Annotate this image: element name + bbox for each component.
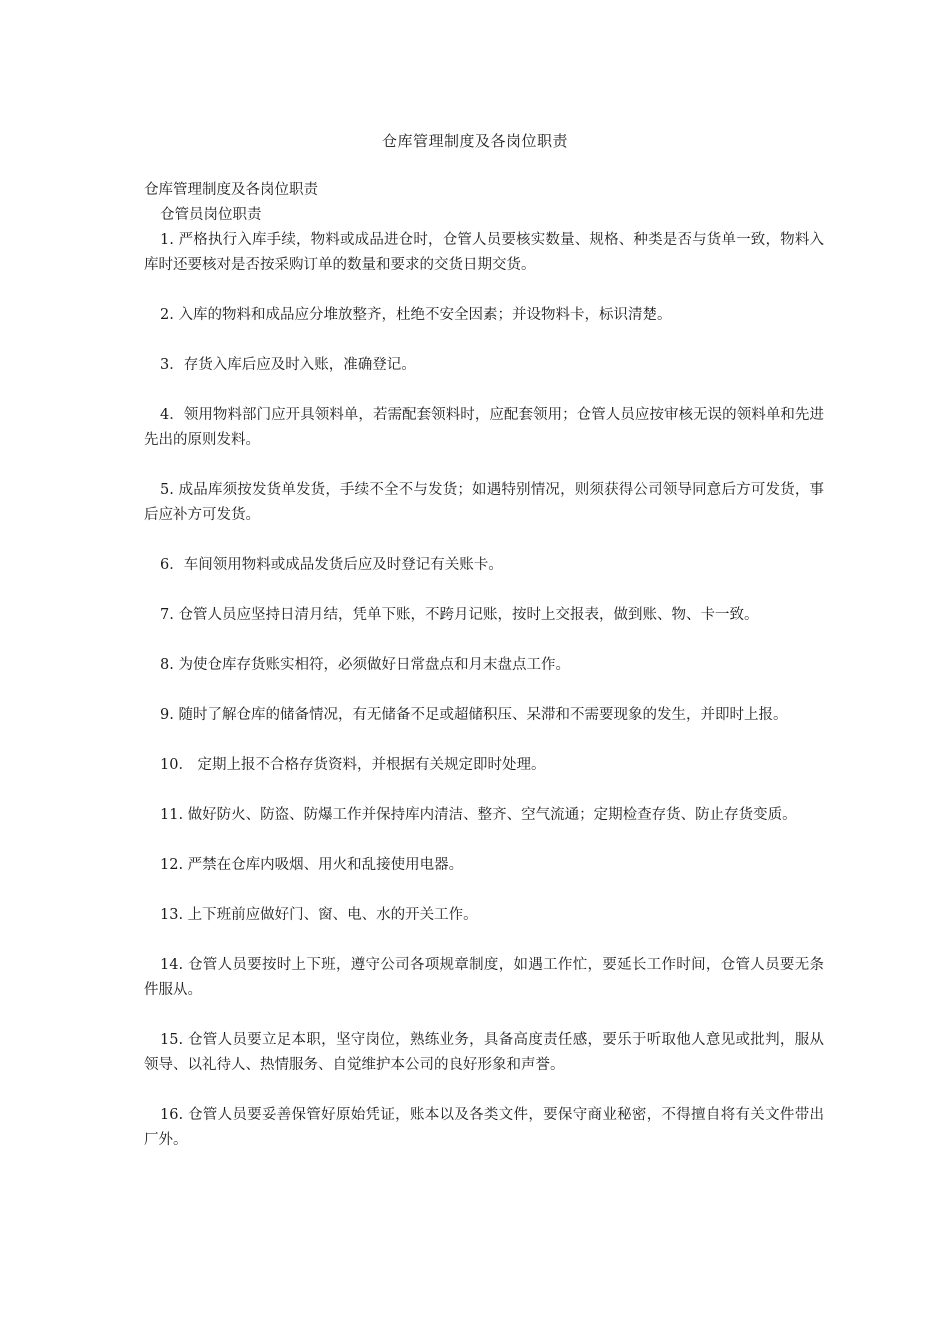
duty-item-2: 2. 入库的物料和成品应分堆放整齐，杜绝不安全因素；并设物料卡，标识清楚。 bbox=[160, 307, 672, 323]
duty-item-12: 12. 严禁在仓库内吸烟、用火和乱接使用电器。 bbox=[160, 857, 464, 873]
document-body bbox=[144, 178, 824, 1153]
duty-item-4: 4．领用物料部门应开具领料单，若需配套领料时，应配套领用；仓管人员应按审核无误的领料单和先进先出的原则发料。 bbox=[144, 407, 824, 448]
duty-item-13: 13. 上下班前应做好门、窗、电、水的开关工作。 bbox=[160, 907, 478, 923]
document-title: 仓库管理制度及各岗位职责 bbox=[381, 132, 568, 150]
document-subtitle: 仓库管理制度及各岗位职责 bbox=[144, 182, 318, 198]
duty-item-11: 11. 做好防火、防盗、防爆工作并保持库内清洁、整齐、空气流通；定期检查存货、防止存货变质。 bbox=[160, 807, 797, 823]
duty-item-1: 1. 严格执行入库手续，物料或成品进仓时，仓管人员要核实数量、规格、种类是否与货单一致，物料入库时还要核对是否按采购订单的数量和要求的交货日期交货。 bbox=[144, 232, 824, 273]
duty-item-8: 8. 为使仓库存货账实相符，必须做好日常盘点和月末盘点工作。 bbox=[160, 657, 570, 673]
section-title: 仓管员岗位职责 bbox=[160, 207, 262, 223]
duty-item-3: 3．存货入库后应及时入账，准确登记。 bbox=[160, 357, 416, 373]
duty-item-7: 7. 仓管人员应坚持日清月结，凭单下账，不跨月记账，按时上交报表，做到账、物、卡一致。 bbox=[160, 607, 759, 623]
duty-item-15: 15. 仓管人员要立足本职，坚守岗位，熟练业务，具备高度责任感，要乐于听取他人意见或批判，服从领导、以礼待人、热情服务、自觉维护本公司的良好形象和声誉。 bbox=[144, 1032, 824, 1073]
duty-item-10: 10． 定期上报不合格存货资料，并根据有关规定即时处理。 bbox=[160, 757, 546, 773]
duty-item-6: 6．车间领用物料或成品发货后应及时登记有关账卡。 bbox=[160, 557, 503, 573]
duty-item-5: 5. 成品库须按发货单发货，手续不全不与发货；如遇特别情况，则须获得公司领导同意后方可发货，事后应补方可发货。 bbox=[144, 482, 824, 523]
duty-item-9: 9. 随时了解仓库的储备情况，有无储备不足或超储积压、呆滞和不需要现象的发生，并即时上报。 bbox=[160, 707, 788, 723]
duty-item-16: 16. 仓管人员要妥善保管好原始凭证，账本以及各类文件，要保守商业秘密，不得擅自将有关文件带出厂外。 bbox=[144, 1107, 824, 1148]
duty-item-14: 14. 仓管人员要按时上下班，遵守公司各项规章制度，如遇工作忙，要延长工作时间，仓管人员要无条件服从。 bbox=[144, 957, 824, 998]
